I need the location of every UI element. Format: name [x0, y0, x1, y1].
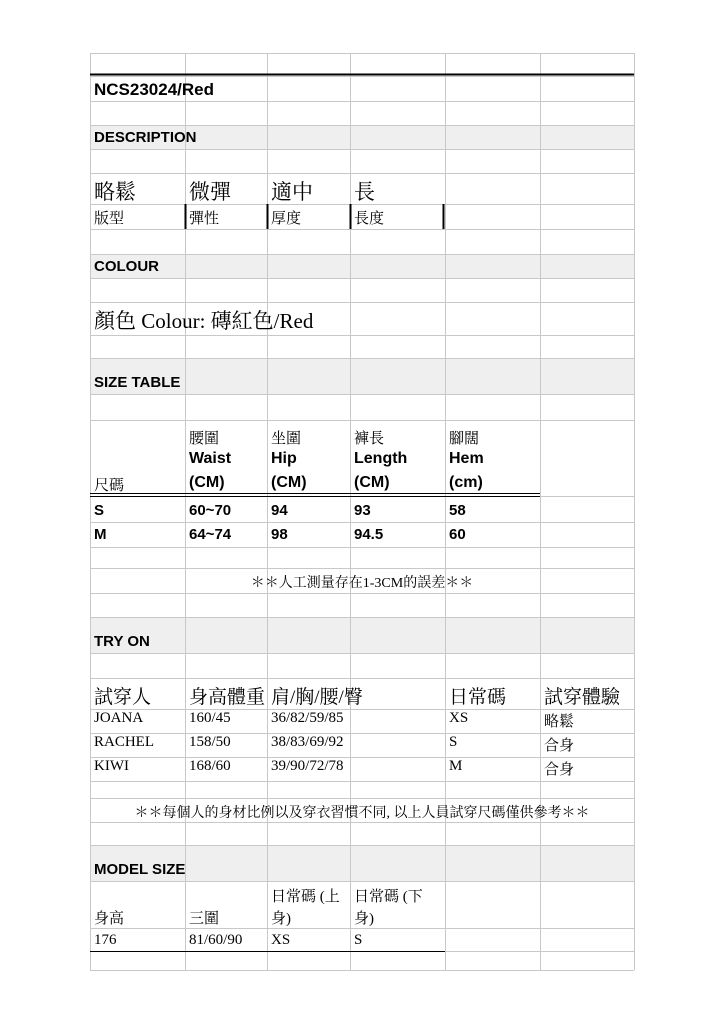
model-bottom-size-header-line-2: 身) [354, 911, 374, 927]
try-on-row-3-measurements: 39/90/72/78 [271, 758, 344, 774]
fit-value: 略鬆 [94, 180, 136, 204]
description-heading: DESCRIPTION [94, 129, 197, 146]
model-measurements-value: 81/60/90 [189, 932, 243, 948]
colour-text: 顏色 Colour: 磚紅色/Red [94, 309, 314, 333]
stretch-value: 微彈 [189, 180, 231, 204]
try-on-header-tester: 試穿人 [94, 687, 152, 708]
size-m-hem: 60 [449, 526, 466, 543]
size-s-hem: 58 [449, 502, 466, 519]
size-m-label: M [94, 526, 107, 543]
size-table-heading: SIZE TABLE [94, 374, 181, 391]
hip-header-unit: (CM) [271, 474, 307, 491]
try-on-header-usual-size: 日常碼 [449, 687, 507, 708]
hip-header-en: Hip [271, 450, 297, 467]
try-on-row-1-usual-size: XS [449, 710, 469, 726]
product-code-title: NCS23024/Red [94, 80, 215, 99]
measurement-note: ＊＊人工測量存在1-3CM的誤差＊＊ [250, 576, 474, 591]
size-header: 尺碼 [94, 478, 125, 494]
try-on-row-2-height-weight: 158/50 [189, 734, 231, 750]
length-label: 長度 [354, 211, 385, 227]
try-on-row-2-experience: 合身 [544, 738, 575, 754]
stretch-label: 彈性 [189, 211, 220, 227]
try-on-row-3-experience: 合身 [544, 762, 575, 778]
try-on-row-1-height-weight: 160/45 [189, 710, 231, 726]
hem-header-zh: 腳闊 [449, 431, 480, 447]
waist-header-zh: 腰圍 [189, 431, 220, 447]
colour-heading: COLOUR [94, 258, 159, 275]
model-height-header: 身高 [94, 911, 125, 927]
length-header-en: Length [354, 450, 408, 467]
try-on-row-2-usual-size: S [449, 734, 458, 750]
try-on-row-1-experience: 略鬆 [544, 714, 575, 730]
length-value: 長 [354, 180, 375, 204]
size-m-hip: 98 [271, 526, 288, 543]
model-measurements-header: 三圍 [189, 911, 220, 927]
hip-header-zh: 坐圍 [271, 431, 302, 447]
model-top-size-header-line-1: 日常碼 (上 [271, 889, 340, 905]
model-height-value: 176 [94, 932, 117, 948]
try-on-row-1-name: JOANA [94, 710, 144, 726]
try-on-header-experience: 試穿體驗 [544, 687, 621, 708]
size-s-hip: 94 [271, 502, 288, 519]
thickness-label: 厚度 [271, 211, 302, 227]
try-on-row-3-usual-size: M [449, 758, 463, 774]
try-on-row-1-measurements: 36/82/59/85 [271, 710, 344, 726]
model-size-heading: MODEL SIZE [94, 861, 186, 878]
thickness-value: 適中 [271, 180, 313, 204]
hem-header-en: Hem [449, 450, 484, 467]
waist-header-unit: (CM) [189, 474, 225, 491]
waist-header-en: Waist [189, 450, 232, 467]
hem-header-unit: (cm) [449, 474, 483, 491]
length-header-zh: 褲長 [354, 431, 385, 447]
size-m-length: 94.5 [354, 526, 384, 543]
try-on-row-3-height-weight: 168/60 [189, 758, 231, 774]
size-s-length: 93 [354, 502, 371, 519]
size-s-waist: 60~70 [189, 502, 232, 519]
try-on-note: ＊＊每個人的身材比例以及穿衣習慣不同, 以上人員試穿尺碼僅供參考＊＊ [134, 806, 590, 821]
size-m-waist: 64~74 [189, 526, 232, 543]
try-on-header-measurements: 肩/胸/腰/臀 [271, 687, 363, 708]
model-top-size-header-line-2: 身) [271, 911, 291, 927]
try-on-header-height-weight: 身高體重 [189, 687, 266, 708]
length-header-unit: (CM) [354, 474, 390, 491]
size-s-label: S [94, 502, 105, 519]
model-top-size-value: XS [271, 932, 291, 948]
try-on-row-2-name: RACHEL [94, 734, 154, 750]
try-on-row-3-name: KIWI [94, 758, 129, 774]
model-bottom-size-value: S [354, 932, 363, 948]
model-bottom-size-header-line-1: 日常碼 (下 [354, 889, 423, 905]
try-on-row-2-measurements: 38/83/69/92 [271, 734, 344, 750]
try-on-heading: TRY ON [94, 633, 150, 650]
fit-label: 版型 [94, 211, 125, 227]
